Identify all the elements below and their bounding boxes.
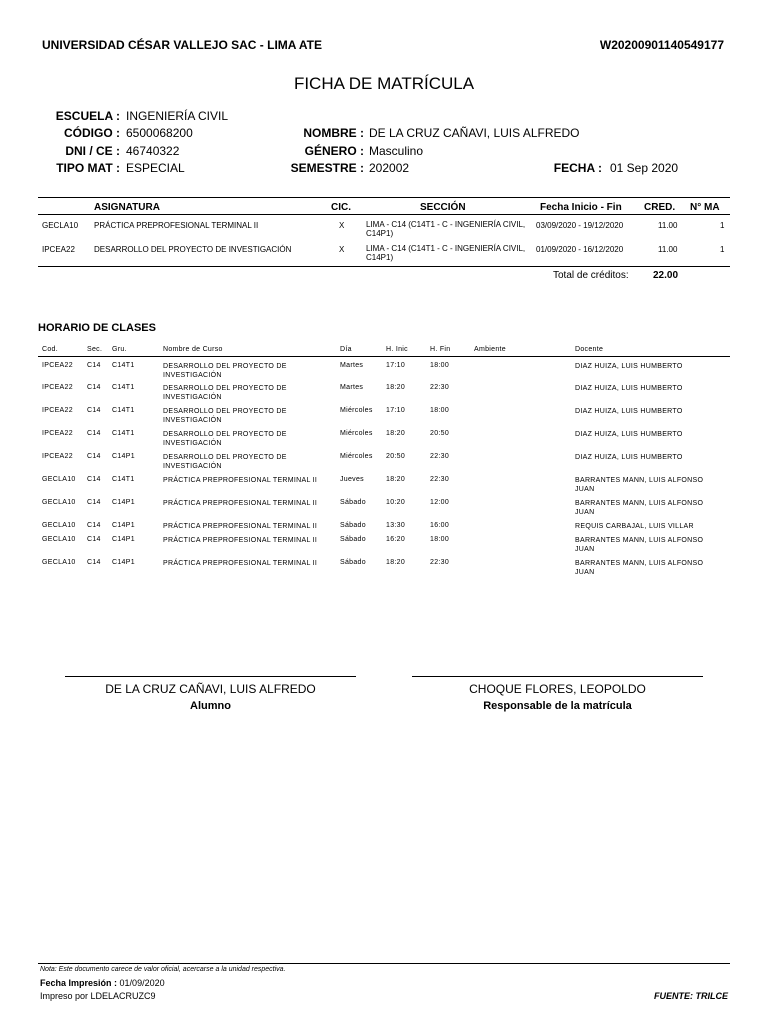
- signature-line: [65, 676, 356, 677]
- sched-sec: C14: [87, 559, 101, 566]
- sched-docente: BARRANTES MANN, LUIS ALFONSO JUAN: [575, 500, 704, 516]
- nombre-value: DE LA CRUZ CAÑAVI, LUIS ALFREDO: [369, 126, 580, 140]
- sched-ini: 13:30: [386, 522, 406, 529]
- sched-curso: DESARROLLO DEL PROYECTO DE INVESTIGACIÓN: [163, 385, 287, 401]
- escuela-label: ESCUELA :: [55, 109, 120, 123]
- sched-ini: 20:50: [386, 453, 406, 460]
- sched-sec: C14: [87, 407, 101, 414]
- col-docente: Docente: [575, 346, 604, 353]
- sched-dia: Sábado: [340, 559, 366, 566]
- sched-gru: C14P1: [112, 522, 135, 529]
- sched-dia: Miércoles: [340, 453, 373, 460]
- sched-ini: 18:20: [386, 384, 406, 391]
- responsible-signature-role: Responsable de la matrícula: [483, 700, 632, 712]
- tipo-mat-value: ESPECIAL: [126, 161, 185, 175]
- sched-sec: C14: [87, 384, 101, 391]
- sched-sec: C14: [87, 522, 101, 529]
- source-label: FUENTE: TRILCE: [654, 991, 728, 1001]
- fecha-label: FECHA :: [553, 161, 602, 175]
- sched-sec: C14: [87, 536, 101, 543]
- sched-cod: IPCEA22: [42, 430, 73, 437]
- sched-cod: GECLA10: [42, 499, 76, 506]
- course-credits: 11.00: [658, 245, 678, 254]
- codigo-label: CÓDIGO :: [64, 126, 120, 140]
- sched-ini: 18:20: [386, 559, 406, 566]
- sched-ini: 17:10: [386, 407, 406, 414]
- sched-curso: DESARROLLO DEL PROYECTO DE INVESTIGACIÓN: [163, 363, 287, 379]
- sched-docente: BARRANTES MANN, LUIS ALFONSO JUAN: [575, 537, 704, 553]
- footer-divider: [38, 963, 730, 964]
- semestre-value: 202002: [369, 161, 410, 175]
- sched-docente: BARRANTES MANN, LUIS ALFONSO JUAN: [575, 560, 704, 576]
- sched-dia: Sábado: [340, 522, 366, 529]
- sched-curso: PRÁCTICA PREPROFESIONAL TERMINAL II: [163, 500, 318, 507]
- document-code: W20200901140549177: [599, 38, 724, 52]
- sched-gru: C14T1: [112, 476, 135, 483]
- sched-gru: C14P1: [112, 536, 135, 543]
- sched-curso: PRÁCTICA PREPROFESIONAL TERMINAL II: [163, 560, 318, 567]
- col-seccion: SECCIÓN: [420, 202, 466, 213]
- sched-fin: 18:00: [430, 407, 450, 414]
- col-nma: N° MA: [690, 202, 720, 213]
- course-code: IPCEA22: [42, 245, 75, 254]
- sched-dia: Miércoles: [340, 407, 373, 414]
- sched-fin: 18:00: [430, 536, 450, 543]
- sched-cod: GECLA10: [42, 536, 76, 543]
- sched-dia: Jueves: [340, 476, 364, 483]
- sched-dia: Miércoles: [340, 430, 373, 437]
- col-h-fin: H. Fin: [430, 346, 451, 353]
- sched-gru: C14T1: [112, 407, 135, 414]
- sched-ini: 16:20: [386, 536, 406, 543]
- sched-fin: 16:00: [430, 522, 450, 529]
- footer-note: Nota: Este documento carece de valor oficial, acercarse a la unidad respectiva.: [40, 966, 286, 973]
- genero-label: GÉNERO :: [304, 144, 364, 158]
- course-section: LIMA - C14 (C14T1 - C - INGENIERÍA CIVIL, C14P1): [366, 244, 526, 262]
- sched-dia: Martes: [340, 384, 364, 391]
- sched-docente: DIAZ HUIZA, LUIS HUMBERTO: [575, 431, 683, 438]
- sched-gru: C14P1: [112, 559, 135, 566]
- col-fechas: Fecha Inicio - Fin: [540, 202, 622, 213]
- sched-fin: 12:00: [430, 499, 450, 506]
- course-name: DESARROLLO DEL PROYECTO DE INVESTIGACIÓN: [94, 245, 292, 254]
- sched-ini: 17:10: [386, 362, 406, 369]
- sched-docente: BARRANTES MANN, LUIS ALFONSO JUAN: [575, 477, 704, 493]
- sched-dia: Sábado: [340, 536, 366, 543]
- sched-cod: GECLA10: [42, 522, 76, 529]
- sched-fin: 22:30: [430, 384, 450, 391]
- course-nma: 1: [720, 245, 725, 254]
- sched-ini: 18:20: [386, 476, 406, 483]
- col-h-inic: H. Inic: [386, 346, 408, 353]
- sched-curso: DESARROLLO DEL PROYECTO DE INVESTIGACIÓN: [163, 454, 287, 470]
- sched-sec: C14: [87, 499, 101, 506]
- course-dates: 01/09/2020 - 16/12/2020: [536, 245, 624, 254]
- print-date-label: Fecha Impresión :: [40, 978, 118, 988]
- sched-fin: 18:00: [430, 362, 450, 369]
- responsible-signature-name: CHOQUE FLORES, LEOPOLDO: [469, 682, 646, 696]
- sched-docente: REQUIS CARBAJAL, LUIS VILLAR: [575, 523, 694, 530]
- sched-docente: DIAZ HUIZA, LUIS HUMBERTO: [575, 454, 683, 461]
- col-nombre-curso: Nombre de Curso: [163, 346, 223, 353]
- printed-by: Impreso por LDELACRUZC9: [40, 991, 156, 1001]
- nombre-label: NOMBRE :: [303, 126, 364, 140]
- sched-gru: C14T1: [112, 362, 135, 369]
- sched-docente: DIAZ HUIZA, LUIS HUMBERTO: [575, 408, 683, 415]
- course-cic: X: [339, 245, 345, 254]
- dni-value: 46740322: [126, 144, 180, 158]
- sched-curso: DESARROLLO DEL PROYECTO DE INVESTIGACIÓN: [163, 408, 287, 424]
- print-date: [40, 978, 165, 988]
- print-date-value: 01/09/2020: [119, 978, 165, 988]
- student-signature-name: DE LA CRUZ CAÑAVI, LUIS ALFREDO: [105, 682, 316, 696]
- col-ambiente: Ambiente: [474, 346, 506, 353]
- course-code: GECLA10: [42, 221, 79, 230]
- sched-cod: GECLA10: [42, 476, 76, 483]
- institution-name: UNIVERSIDAD CÉSAR VALLEJO SAC - LIMA ATE: [42, 38, 323, 52]
- sched-sec: C14: [87, 476, 101, 483]
- sched-gru: C14T1: [112, 384, 135, 391]
- sched-gru: C14P1: [112, 499, 135, 506]
- sched-dia: Sábado: [340, 499, 366, 506]
- sched-docente: DIAZ HUIZA, LUIS HUMBERTO: [575, 363, 683, 370]
- total-credits-label: Total de créditos:: [553, 270, 629, 281]
- col-cic: CIC.: [331, 202, 351, 213]
- sched-sec: C14: [87, 430, 101, 437]
- course-credits: 11.00: [658, 221, 678, 230]
- col-cred: CRED.: [644, 202, 676, 213]
- sched-fin: 20:50: [430, 430, 450, 437]
- escuela-value: INGENIERÍA CIVIL: [126, 109, 229, 123]
- course-nma: 1: [720, 221, 725, 230]
- semestre-label: SEMESTRE :: [290, 161, 364, 175]
- course-section: LIMA - C14 (C14T1 - C - INGENIERÍA CIVIL, C14P1): [366, 220, 526, 238]
- sched-dia: Martes: [340, 362, 364, 369]
- sched-sec: C14: [87, 362, 101, 369]
- sched-cod: IPCEA22: [42, 362, 73, 369]
- sched-sec: C14: [87, 453, 101, 460]
- sched-cod: GECLA10: [42, 559, 76, 566]
- sched-fin: 22:30: [430, 476, 450, 483]
- col-sec: Sec.: [87, 346, 103, 353]
- page-title: FICHA DE MATRÍCULA: [293, 74, 475, 93]
- course-name: PRÁCTICA PREPROFESIONAL TERMINAL II: [94, 221, 259, 230]
- sched-curso: PRÁCTICA PREPROFESIONAL TERMINAL II: [163, 477, 318, 484]
- sched-fin: 22:30: [430, 559, 450, 566]
- col-cod: Cod.: [42, 346, 58, 353]
- course-dates: 03/09/2020 - 19/12/2020: [536, 221, 624, 230]
- signature-line: [412, 676, 703, 677]
- course-cic: X: [339, 221, 345, 230]
- col-gru: Gru.: [112, 346, 127, 353]
- fecha-value: 01 Sep 2020: [610, 161, 679, 175]
- student-signature-role: Alumno: [190, 700, 231, 712]
- total-credits-value: 22.00: [653, 270, 679, 281]
- col-asignatura: ASIGNATURA: [94, 202, 160, 213]
- sched-cod: IPCEA22: [42, 453, 73, 460]
- col-dia: Día: [340, 346, 352, 353]
- sched-cod: IPCEA22: [42, 407, 73, 414]
- codigo-value: 6500068200: [126, 126, 193, 140]
- genero-value: Masculino: [369, 144, 424, 158]
- sched-curso: DESARROLLO DEL PROYECTO DE INVESTIGACIÓN: [163, 431, 287, 447]
- sched-docente: DIAZ HUIZA, LUIS HUMBERTO: [575, 385, 683, 392]
- sched-fin: 22:30: [430, 453, 450, 460]
- sched-curso: PRÁCTICA PREPROFESIONAL TERMINAL II: [163, 523, 318, 530]
- sched-ini: 10:20: [386, 499, 406, 506]
- sched-ini: 18:20: [386, 430, 406, 437]
- tipo-mat-label: TIPO MAT :: [56, 161, 120, 175]
- sched-gru: C14T1: [112, 430, 135, 437]
- sched-cod: IPCEA22: [42, 384, 73, 391]
- dni-label: DNI / CE :: [65, 144, 120, 158]
- sched-curso: PRÁCTICA PREPROFESIONAL TERMINAL II: [163, 537, 318, 544]
- sched-gru: C14P1: [112, 453, 135, 460]
- schedule-title: HORARIO DE CLASES: [38, 322, 156, 334]
